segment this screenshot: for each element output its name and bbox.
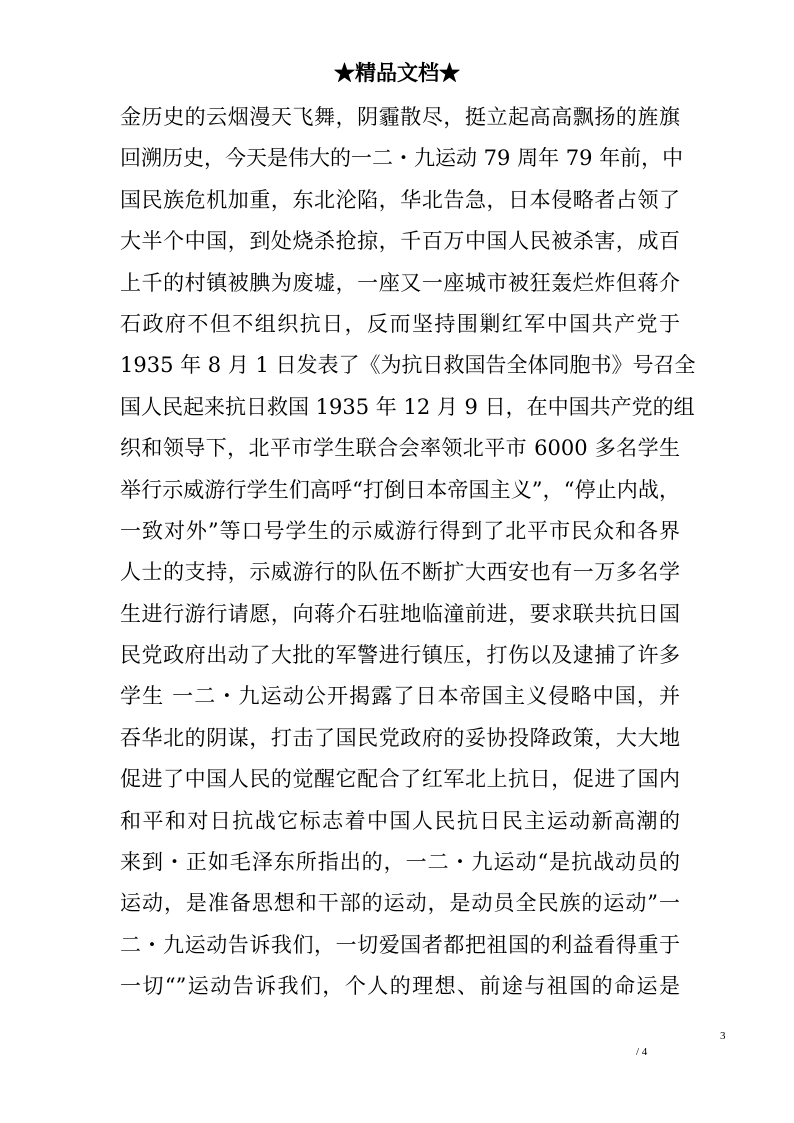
text-line: 石政府不但不组织抗日，反而坚持围剿红军中国共产党于	[120, 311, 680, 336]
page-number: 3	[720, 1030, 726, 1042]
text-line: 和平和对日抗战它标志着中国人民抗日民主运动新高潮的	[120, 808, 680, 833]
text-line: 生进行游行请愿，向蒋介石驻地临潼前进，要求联共抗日国	[120, 601, 680, 626]
text-line: 二・九运动告诉我们，一切爱国者都把祖国的利益看得重于	[120, 932, 680, 957]
text-line: 吞华北的阴谋，打击了国民党政府的妥协投降政策，大大地	[120, 725, 680, 750]
text-line: 学生 一二・九运动公开揭露了日本帝国主义侵略中国，并	[120, 684, 680, 709]
document-body	[120, 97, 696, 1008]
text-line: 金历史的云烟漫天飞舞，阴霾散尽，挺立起高高飘扬的旌旗	[120, 105, 680, 129]
text-line: 运动，是准备思想和干部的运动，是动员全民族的运动”一	[120, 891, 680, 916]
text-line: 促进了中国人民的觉醒它配合了红军北上抗日，促进了国内	[120, 767, 680, 792]
text-line: 上千的村镇被腆为废墟，一座又一座城市被狂轰烂炸但蒋介	[120, 270, 680, 295]
text-line: 一切“”运动告诉我们，个人的理想、前途与祖国的命运是	[120, 974, 680, 999]
text-line: 回溯历史，今天是伟大的一二・九运动 79 周年 79 年前，中	[120, 146, 684, 171]
text-line: 人士的支持，示威游行的队伍不断扩大西安也有一万多名学	[120, 560, 680, 585]
text-line: 一致对外”等口号学生的示威游行得到了北平市民众和各界	[120, 518, 680, 543]
text-line: 来到・正如毛泽东所指出的，一二・九运动“是抗战动员的	[120, 850, 680, 875]
text-line: 大半个中国，到处烧杀抢掠，千百万中国人民被杀害，成百	[120, 229, 680, 254]
page-total: / 4	[636, 1046, 648, 1058]
text-line: 国民族危机加重，东北沦陷，华北告急，日本侵略者占领了	[120, 187, 680, 212]
document-header: ★精品文档★	[334, 60, 460, 85]
text-line: 举行示威游行学生们高呼“打倒日本帝国主义”，“停止内战，	[120, 477, 680, 502]
text-line: 1935 年 8 月 1 日发表了《为抗日救国告全体同胞书》号召全	[120, 353, 696, 378]
text-line: 国人民起来抗日救国 1935 年 12 月 9 日，在中国共产党的组	[120, 394, 695, 419]
text-line: 民党政府出动了大批的军警进行镇压，打伤以及逮捕了许多	[120, 643, 680, 668]
text-line: 织和领导下，北平市学生联合会率领北平市 6000 多名学生	[120, 436, 680, 461]
